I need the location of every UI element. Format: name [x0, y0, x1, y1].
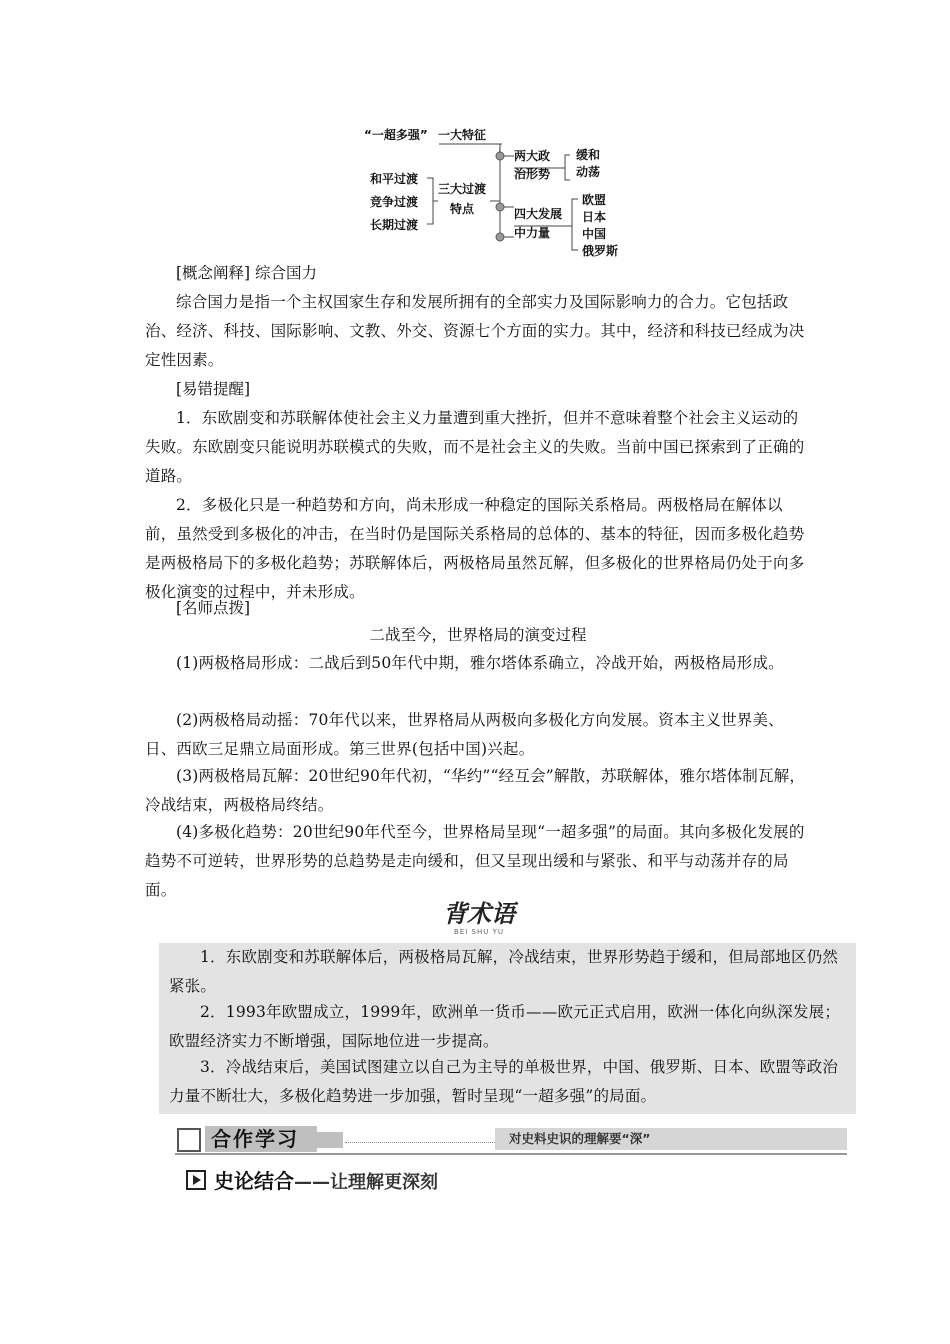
- tips-paragraph-3: (3)两极格局瓦解：20世纪90年代初，“华约”“经互会”解散，苏联解体，雅尔塔体制瓦解，冷战结束，两极格局终结。: [145, 767, 806, 814]
- tips-label: [名师点拨]: [176, 599, 251, 617]
- sanda-label-1: 三大过渡: [438, 182, 487, 196]
- play-triangle-icon: [186, 1170, 206, 1190]
- dongdang-label: 动荡: [576, 165, 601, 179]
- mistakes-label: [易错提醒]: [176, 380, 251, 398]
- structure-diagram: [350, 122, 640, 262]
- diagram-node: [496, 233, 504, 241]
- liangda-label-2: 治形势: [514, 167, 551, 181]
- oumeng-label: 欧盟: [582, 193, 607, 207]
- coop-title: 合作学习: [211, 1127, 299, 1151]
- concept-label: [概念阐释] 综合国力: [176, 264, 318, 282]
- memorize-box: [159, 943, 856, 1114]
- section-title-bold: 史论结合: [214, 1169, 294, 1193]
- memorize-title: 背术语: [443, 899, 515, 928]
- memorize-paragraph-2: 2．1993年欧盟成立，1999年，欧洲单一货币——欧元正式启用，欧洲一体化向纵深发展；欧盟经济实力不断增强，国际地位进一步提高。: [169, 1003, 841, 1050]
- huanhe-label: 缓和: [576, 148, 601, 162]
- banner-underline: [175, 1153, 847, 1155]
- zhongguo-label: 中国: [582, 227, 607, 241]
- tips-paragraph-2: (2)两极格局动摇：70年代以来，世界格局从两极向多极化方向发展。资本主义世界美、日、西欧三足鼎立局面形成。第三世界(包括中国)兴起。: [145, 711, 784, 758]
- tips-paragraph-1: (1)两极格局形成：二战后到50年代中期，雅尔塔体系确立，冷战开始，两极格局形成。: [176, 654, 784, 672]
- memorize-heading: [424, 900, 534, 942]
- sida-label-1: 四大发展: [514, 207, 563, 221]
- memorize-pinyin: BEI SHU YU: [454, 928, 504, 936]
- tips-paragraph-4: (4)多极化趋势：20世纪90年代至今，世界格局呈现“一超多强”的局面。其向多极化发展的趋势不可逆转，世界形势的总趋势是走向缓和，但又呈现出缓和与紧张、和平与动荡并存的局面。: [145, 823, 805, 899]
- coop-banner: [175, 1124, 847, 1156]
- banner-dotted-line: [345, 1142, 495, 1143]
- chaoduo-label: “一超多强”: [364, 128, 428, 142]
- changqi-label: 长期过渡: [370, 218, 419, 232]
- sida-label-2: 中力量: [514, 226, 551, 240]
- concept-text: 综合国力是指一个主权国家生存和发展所拥有的全部实力及国际影响力的合力。它包括政治、经济、科技、国际影响、文教、外交、资源七个方面的实力。其中，经济和科技已经成为决定性因素。: [145, 293, 805, 369]
- yida-label: 一大特征: [438, 128, 487, 142]
- liangda-label-1: 两大政: [514, 149, 551, 163]
- memorize-paragraph-1: 1．东欧剧变和苏联解体后，两极格局瓦解，冷战结束，世界形势趋于缓和，但局部地区仍然紧张。: [169, 948, 839, 995]
- diagram-node: [496, 152, 504, 160]
- memorize-paragraph-3: 3．冷战结束后，美国试图建立以自己为主导的单极世界，中国、俄罗斯、日本、欧盟等政治力量不断壮大，多极化趋势进一步加强，暂时呈现“一超多强”的局面。: [169, 1058, 839, 1105]
- banner-bar-mid: [313, 1132, 343, 1148]
- tips-title: 二战至今，世界格局的演变过程: [369, 626, 587, 644]
- diagram-node: [496, 203, 504, 211]
- jingzheng-label: 竞争过渡: [370, 195, 419, 209]
- banner-square-icon: [177, 1128, 201, 1152]
- section-title-rest: ——让理解更深刻: [294, 1172, 438, 1193]
- mistakes-paragraph-1: 1．东欧剧变和苏联解体使社会主义力量遭到重大挫折，但并不意味着整个社会主义运动的失败。东欧剧变只能说明苏联模式的失败，而不是社会主义的失败。当前中国已探索到了正确的道路。: [145, 409, 805, 485]
- riben-label: 日本: [582, 210, 607, 224]
- sanda-label-2: 特点: [450, 202, 475, 216]
- eluosi-label: 俄罗斯: [582, 244, 619, 258]
- mistakes-paragraph-2: 2．多极化只是一种趋势和方向，尚未形成一种稳定的国际关系格局。两极格局在解体以前，虽然受到多极化的冲击，在当时仍是国际关系格局的总体的、基本的特征，因而多极化趋势是两极格局下的多极化趋势；苏联解体后，两极格局虽然瓦解，但多极化的世界格局仍处于向多极化演变的过程中，并未形成。: [145, 496, 805, 601]
- coop-subtitle: 对史料史识的理解要“深”: [509, 1131, 651, 1146]
- heping-label: 和平过渡: [370, 172, 419, 186]
